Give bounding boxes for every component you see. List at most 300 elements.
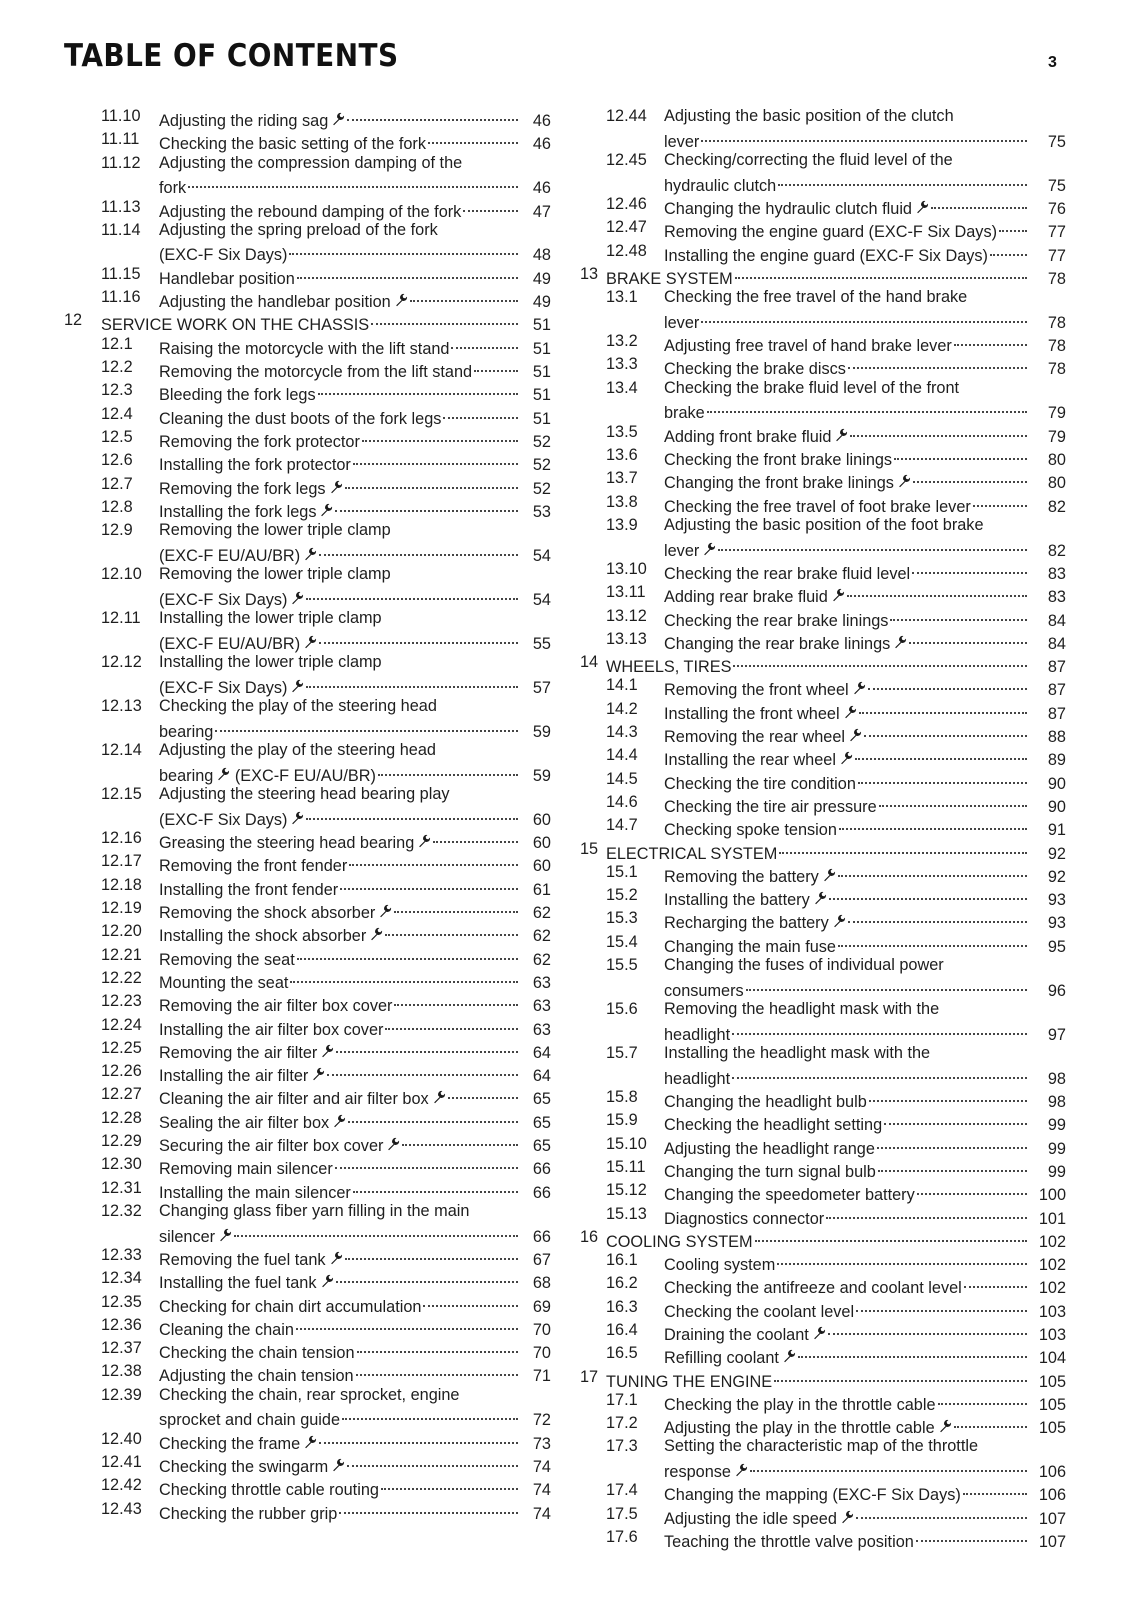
toc-entry[interactable]: [580, 955, 1066, 999]
toc-entry[interactable]: [580, 1413, 1066, 1436]
entry-line: [664, 932, 1066, 958]
page-ref[interactable]: 90: [1047, 797, 1066, 816]
page-ref[interactable]: 80: [1047, 451, 1066, 470]
page-ref[interactable]: 78: [1047, 313, 1066, 332]
toc-entry[interactable]: [64, 474, 551, 497]
toc-chapter-entry[interactable]: [580, 839, 1066, 862]
page-ref[interactable]: 69: [532, 1297, 551, 1316]
wrench-icon: [331, 111, 345, 125]
page-ref[interactable]: 65: [532, 1137, 551, 1156]
page-ref[interactable]: 60: [532, 810, 551, 829]
page-ref[interactable]: 105: [1038, 1372, 1066, 1391]
dot-leader: [451, 334, 518, 354]
entry-line: [664, 1110, 1066, 1136]
toc-entry[interactable]: [64, 1499, 551, 1522]
entry-text: [159, 945, 551, 971]
dot-leader: [735, 264, 1027, 284]
page-ref[interactable]: 92: [1047, 844, 1066, 863]
page-ref[interactable]: 59: [532, 766, 551, 785]
toc-entry[interactable]: [64, 1015, 551, 1038]
entry-title: Checking the basic setting of the fork: [159, 135, 426, 154]
toc-entry[interactable]: [580, 999, 1066, 1043]
toc-entry[interactable]: [580, 1343, 1066, 1366]
toc-entry[interactable]: [580, 354, 1066, 377]
section-number: 13.12: [606, 606, 647, 625]
toc-entry[interactable]: [64, 875, 551, 898]
entry-text: [664, 1413, 1066, 1439]
toc-entry[interactable]: [64, 404, 551, 427]
page-ref[interactable]: 97: [1047, 1025, 1066, 1044]
section-number: 15.3: [606, 909, 638, 928]
page-ref[interactable]: 102: [1038, 1256, 1066, 1275]
page-ref[interactable]: 88: [1047, 728, 1066, 747]
page-ref[interactable]: 68: [532, 1274, 551, 1293]
page-ref[interactable]: 51: [532, 339, 551, 358]
page-ref[interactable]: 62: [532, 904, 551, 923]
toc-entry[interactable]: [64, 1108, 551, 1131]
page-ref[interactable]: 98: [1047, 1093, 1066, 1112]
toc-entry[interactable]: [64, 784, 551, 828]
page-ref[interactable]: 66: [532, 1227, 551, 1246]
page-ref[interactable]: 60: [532, 857, 551, 876]
section-number: 12.12: [101, 653, 142, 672]
toc-entry[interactable]: [64, 220, 551, 264]
entry-line: [606, 1367, 1066, 1393]
toc-entry[interactable]: [580, 1527, 1066, 1550]
page-ref[interactable]: 77: [1047, 223, 1066, 242]
toc-chapter-entry[interactable]: [580, 264, 1066, 287]
toc-entry[interactable]: [580, 1297, 1066, 1320]
toc-entry[interactable]: [64, 450, 551, 473]
toc-entry[interactable]: [64, 497, 551, 520]
entry-title: COOLING SYSTEM: [606, 1232, 753, 1251]
page-ref[interactable]: 83: [1047, 564, 1066, 583]
toc-entry[interactable]: [64, 1452, 551, 1475]
toc-entry[interactable]: [580, 241, 1066, 264]
page-ref[interactable]: 46: [532, 135, 551, 154]
toc-entry[interactable]: [64, 1245, 551, 1268]
entry-line: [664, 422, 1066, 448]
toc-entry[interactable]: [64, 153, 551, 197]
page-ref[interactable]: 100: [1038, 1186, 1066, 1205]
page-ref[interactable]: 99: [1047, 1139, 1066, 1158]
toc-entry[interactable]: [64, 1385, 551, 1429]
wrench-icon: [432, 1089, 446, 1103]
page-ref[interactable]: 48: [532, 246, 551, 265]
entry-text: [664, 815, 1066, 841]
toc-entry[interactable]: [580, 932, 1066, 955]
page-ref[interactable]: 102: [1038, 1232, 1066, 1251]
wrench-icon: [852, 680, 866, 694]
page-ref[interactable]: 49: [532, 293, 551, 312]
toc-entry[interactable]: [580, 106, 1066, 150]
entry-text: [159, 427, 551, 453]
toc-entry[interactable]: [64, 1038, 551, 1061]
toc-entry[interactable]: [580, 1320, 1066, 1343]
toc-entry[interactable]: [64, 968, 551, 991]
toc-entry[interactable]: [580, 1273, 1066, 1296]
entry-text: [664, 468, 1066, 494]
section-number: 12.34: [101, 1269, 142, 1288]
toc-entry[interactable]: [580, 629, 1066, 652]
page-ref[interactable]: 51: [532, 386, 551, 405]
entry-title: Diagnostics connector: [664, 1209, 825, 1228]
toc-entry[interactable]: [64, 1429, 551, 1452]
entry-line: [159, 717, 551, 743]
entry-line: [159, 608, 551, 629]
page-ref[interactable]: 98: [1047, 1069, 1066, 1088]
entry-line: [159, 1084, 551, 1110]
section-number: 13.3: [606, 355, 638, 374]
toc-entry[interactable]: [64, 1061, 551, 1084]
toc-entry[interactable]: [64, 287, 551, 310]
page-ref[interactable]: 87: [1047, 658, 1066, 677]
page-ref[interactable]: 66: [532, 1183, 551, 1202]
dot-leader: [318, 380, 518, 400]
page-ref[interactable]: 93: [1047, 914, 1066, 933]
page-ref[interactable]: 78: [1047, 360, 1066, 379]
page-ref[interactable]: 96: [1047, 981, 1066, 1000]
page-ref[interactable]: 60: [532, 834, 551, 853]
toc-entry[interactable]: [64, 945, 551, 968]
page-ref[interactable]: 99: [1047, 1116, 1066, 1135]
entry-title: Changing the main fuse: [664, 937, 836, 956]
toc-entry[interactable]: [64, 1315, 551, 1338]
page-ref[interactable]: 70: [532, 1344, 551, 1363]
toc-entry[interactable]: [64, 1201, 551, 1245]
toc-entry[interactable]: [580, 378, 1066, 422]
entry-title: Checking the rear brake linings: [664, 611, 889, 630]
toc-entry[interactable]: [580, 792, 1066, 815]
toc-entry[interactable]: [580, 606, 1066, 629]
page-ref[interactable]: 61: [532, 880, 551, 899]
page-ref[interactable]: 54: [532, 590, 551, 609]
page-ref[interactable]: 72: [532, 1411, 551, 1430]
page-ref[interactable]: 106: [1038, 1486, 1066, 1505]
page-ref[interactable]: 80: [1047, 474, 1066, 493]
entry-line: [664, 999, 1066, 1020]
toc-entry[interactable]: [580, 150, 1066, 194]
page-ref[interactable]: 79: [1047, 404, 1066, 423]
entry-title: Installing the air filter: [159, 1067, 309, 1086]
toc-entry[interactable]: [580, 885, 1066, 908]
toc-entry[interactable]: [64, 991, 551, 1014]
page-ref[interactable]: 83: [1047, 588, 1066, 607]
toc-entry[interactable]: [580, 1110, 1066, 1133]
entry-title: Checking the headlight setting: [664, 1116, 883, 1135]
entry-line: [159, 1038, 551, 1064]
page-ref[interactable]: 87: [1047, 704, 1066, 723]
page-ref[interactable]: 66: [532, 1160, 551, 1179]
entry-text: [606, 652, 1066, 678]
toc-entry[interactable]: [64, 898, 551, 921]
toc-entry[interactable]: [580, 559, 1066, 582]
page-ref[interactable]: 57: [532, 678, 551, 697]
page-ref[interactable]: 76: [1047, 200, 1066, 218]
entry-title: Removing the seat: [159, 950, 295, 969]
toc-entry[interactable]: [580, 1180, 1066, 1203]
toc-entry[interactable]: [64, 851, 551, 874]
page-ref[interactable]: 90: [1047, 774, 1066, 793]
toc-chapter-entry[interactable]: [580, 1227, 1066, 1250]
toc-entry[interactable]: [64, 564, 551, 608]
page-ref[interactable]: 99: [1047, 1162, 1066, 1181]
page-ref[interactable]: 67: [532, 1250, 551, 1269]
toc-chapter-entry[interactable]: [580, 652, 1066, 675]
toc-entry[interactable]: [64, 921, 551, 944]
page-ref[interactable]: 92: [1047, 867, 1066, 886]
toc-entry[interactable]: [580, 745, 1066, 768]
page-ref[interactable]: 105: [1038, 1419, 1066, 1438]
toc-entry[interactable]: [580, 194, 1066, 217]
entry-line: [664, 745, 1066, 771]
page-ref[interactable]: 74: [532, 1481, 551, 1500]
toc-entry[interactable]: [64, 828, 551, 851]
page-ref[interactable]: 75: [1047, 176, 1066, 195]
toc-chapter-entry[interactable]: [64, 310, 551, 333]
toc-entry[interactable]: [64, 1338, 551, 1361]
page-ref[interactable]: 46: [532, 112, 551, 130]
dot-leader: [362, 427, 518, 447]
page-ref[interactable]: 47: [532, 202, 551, 221]
dot-leader: [755, 1227, 1027, 1247]
toc-entry[interactable]: [64, 520, 551, 564]
page-ref[interactable]: 79: [1047, 427, 1066, 446]
page-ref[interactable]: 82: [1047, 541, 1066, 560]
wrench-icon: [369, 926, 383, 940]
page-ref[interactable]: 84: [1047, 611, 1066, 630]
toc-entry[interactable]: [64, 740, 551, 784]
dot-leader: [990, 241, 1027, 261]
page-ref[interactable]: 91: [1047, 821, 1066, 840]
entry-title: Draining the coolant: [664, 1325, 809, 1344]
toc-entry[interactable]: [64, 264, 551, 287]
section-number: 12.24: [101, 1015, 142, 1034]
page-ref[interactable]: 51: [532, 316, 551, 335]
entry-line: [664, 815, 1066, 841]
page-ref[interactable]: 78: [1047, 337, 1066, 356]
page-ref[interactable]: 71: [532, 1367, 551, 1386]
toc-entry[interactable]: [64, 608, 551, 652]
page-ref[interactable]: 70: [532, 1320, 551, 1339]
toc-entry[interactable]: [64, 129, 551, 152]
toc-entry[interactable]: [64, 427, 551, 450]
entry-line: [159, 173, 551, 199]
page-ref[interactable]: 104: [1038, 1349, 1066, 1368]
toc-entry[interactable]: [64, 197, 551, 220]
page-ref[interactable]: 59: [532, 722, 551, 741]
section-number: 12.35: [101, 1292, 142, 1311]
page-ref[interactable]: 52: [532, 479, 551, 498]
page-ref[interactable]: 75: [1047, 132, 1066, 151]
wrench-icon: [303, 1434, 317, 1448]
entry-line: [159, 761, 551, 787]
page-ref[interactable]: 63: [532, 997, 551, 1016]
entry-text: [664, 1087, 1066, 1113]
section-number: 15.8: [606, 1088, 638, 1107]
toc-entry[interactable]: [580, 331, 1066, 354]
entry-text: [606, 839, 1066, 865]
wrench-icon: [813, 890, 827, 904]
toc-entry[interactable]: [64, 1178, 551, 1201]
dot-leader: [410, 287, 518, 307]
page-ref[interactable]: 65: [532, 1113, 551, 1132]
entry-line: [664, 792, 1066, 818]
section-number: 13.8: [606, 492, 638, 511]
page-ref[interactable]: 102: [1038, 1279, 1066, 1298]
entry-title: bearing: [159, 722, 214, 741]
toc-entry[interactable]: [580, 699, 1066, 722]
page-ref[interactable]: 84: [1047, 634, 1066, 653]
toc-entry[interactable]: [64, 696, 551, 740]
page-ref[interactable]: 82: [1047, 497, 1066, 516]
toc-entry[interactable]: [580, 908, 1066, 931]
entry-title: Checking the swingarm: [159, 1457, 329, 1476]
toc-entry[interactable]: [64, 1475, 551, 1498]
page-ref[interactable]: 107: [1038, 1509, 1066, 1528]
page-ref[interactable]: 49: [532, 269, 551, 288]
entry-title: brake: [664, 404, 705, 423]
section-number: 12.45: [606, 151, 647, 169]
toc-entry[interactable]: [580, 445, 1066, 468]
dot-leader: [353, 1178, 518, 1198]
page-ref[interactable]: 63: [532, 973, 551, 992]
toc-entry[interactable]: [64, 357, 551, 380]
entry-title: (EXC-F EU/AU/BR): [159, 634, 301, 653]
page-ref[interactable]: 64: [532, 1043, 551, 1062]
toc-entry[interactable]: [580, 582, 1066, 605]
section-number: 12.21: [101, 945, 142, 964]
entry-line: [159, 851, 551, 877]
toc-entry[interactable]: [580, 1250, 1066, 1273]
toc-entry[interactable]: [580, 1204, 1066, 1227]
toc-entry[interactable]: [580, 1043, 1066, 1087]
toc-entry[interactable]: [580, 1087, 1066, 1110]
toc-entry[interactable]: [580, 722, 1066, 745]
page-ref[interactable]: 105: [1038, 1395, 1066, 1414]
toc-entry[interactable]: [580, 1436, 1066, 1480]
toc-entry[interactable]: [580, 1390, 1066, 1413]
entry-title: Checking spoke tension: [664, 821, 837, 840]
entry-line: [159, 696, 551, 717]
entry-text: [159, 875, 551, 901]
entry-text: [159, 1178, 551, 1204]
page-ref[interactable]: 46: [532, 179, 551, 198]
entry-line: [159, 1452, 551, 1478]
entry-line: [159, 991, 551, 1017]
toc-entry[interactable]: [580, 769, 1066, 792]
page-ref[interactable]: 78: [1047, 269, 1066, 288]
dot-leader: [973, 492, 1027, 512]
entry-text: [664, 1180, 1066, 1206]
page-ref[interactable]: 89: [1047, 751, 1066, 770]
toc-entry[interactable]: [64, 1131, 551, 1154]
toc-entry[interactable]: [580, 862, 1066, 885]
entry-title: Checking the brake fluid level of the front: [664, 378, 960, 397]
entry-text: [664, 885, 1066, 911]
toc-entry[interactable]: [64, 1268, 551, 1291]
page-ref[interactable]: 103: [1038, 1302, 1066, 1321]
page-ref[interactable]: 95: [1047, 937, 1066, 956]
toc-entry[interactable]: [580, 1480, 1066, 1503]
toc-entry[interactable]: [580, 217, 1066, 240]
toc-entry[interactable]: [580, 1504, 1066, 1527]
entry-line: [159, 197, 551, 223]
page-ref[interactable]: 74: [532, 1504, 551, 1523]
section-number: 14.4: [606, 746, 638, 765]
page-ref[interactable]: 51: [532, 409, 551, 428]
dot-leader: [798, 1343, 1027, 1363]
entry-line: [159, 740, 551, 761]
entry-line: [159, 404, 551, 430]
page-ref[interactable]: 107: [1038, 1533, 1066, 1552]
entry-title: Checking the antifreeze and coolant level: [664, 1279, 962, 1298]
entry-line: [664, 171, 1066, 197]
page-ref[interactable]: 51: [532, 363, 551, 382]
page-ref[interactable]: 64: [532, 1067, 551, 1086]
dot-leader: [306, 585, 518, 605]
section-number: 14.3: [606, 723, 638, 742]
toc-entry[interactable]: [580, 1157, 1066, 1180]
page-ref[interactable]: 103: [1038, 1325, 1066, 1344]
toc-chapter-entry[interactable]: [580, 1367, 1066, 1390]
page-ref[interactable]: 54: [532, 546, 551, 565]
toc-entry[interactable]: [64, 334, 551, 357]
entry-line: [159, 1015, 551, 1041]
page-ref[interactable]: 55: [532, 634, 551, 653]
page-ref[interactable]: 93: [1047, 891, 1066, 910]
page-ref[interactable]: 63: [532, 1020, 551, 1039]
entry-line: [159, 497, 551, 523]
entry-line: [606, 264, 1066, 290]
page-ref[interactable]: 77: [1047, 246, 1066, 265]
toc-entry[interactable]: [580, 815, 1066, 838]
toc-entry[interactable]: [64, 652, 551, 696]
toc-entry[interactable]: [64, 380, 551, 403]
toc-entry[interactable]: [580, 422, 1066, 445]
toc-entry[interactable]: [580, 675, 1066, 698]
page-ref[interactable]: 53: [532, 502, 551, 521]
entry-title: Securing the air filter box cover: [159, 1137, 384, 1156]
toc-entry[interactable]: [64, 1292, 551, 1315]
page-ref[interactable]: 74: [532, 1457, 551, 1476]
toc-entry[interactable]: [64, 1361, 551, 1384]
page-ref[interactable]: 101: [1038, 1209, 1066, 1228]
toc-entry[interactable]: [64, 106, 551, 129]
page-ref[interactable]: 62: [532, 950, 551, 969]
toc-entry[interactable]: [64, 1154, 551, 1177]
toc-entry[interactable]: [580, 287, 1066, 331]
page-ref[interactable]: 87: [1047, 681, 1066, 700]
entry-line: [664, 675, 1066, 701]
entry-text: [664, 1134, 1066, 1160]
entry-line: [664, 1457, 1066, 1483]
entry-text: [159, 740, 551, 786]
page-ref[interactable]: 52: [532, 432, 551, 451]
toc-entry[interactable]: [580, 1134, 1066, 1157]
entry-text: [606, 1227, 1066, 1253]
entry-text: [159, 497, 551, 523]
page-ref[interactable]: 52: [532, 456, 551, 475]
page-ref[interactable]: 106: [1038, 1463, 1066, 1482]
toc-entry[interactable]: [580, 468, 1066, 491]
page-ref[interactable]: 62: [532, 927, 551, 946]
toc-entry[interactable]: [580, 492, 1066, 515]
toc-entry[interactable]: [64, 1084, 551, 1107]
page-ref[interactable]: 65: [532, 1090, 551, 1109]
page-ref[interactable]: 73: [532, 1434, 551, 1453]
toc-entry[interactable]: [580, 515, 1066, 559]
